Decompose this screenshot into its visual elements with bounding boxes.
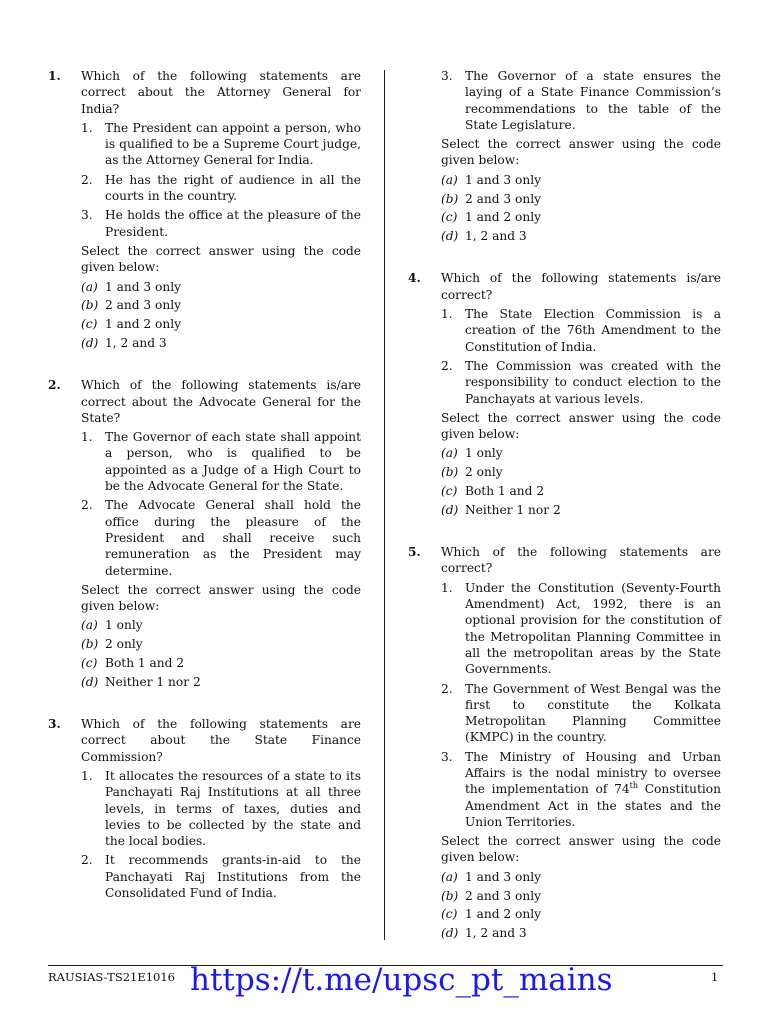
statement-text <box>465 750 721 829</box>
option-text: Neither 1 nor 2 <box>105 674 201 689</box>
statement-text: He has the right of audience in all the courts in the country. <box>105 172 361 204</box>
footer-telegram-link[interactable]: https://t.me/upsc_pt_mains <box>190 962 613 998</box>
statement-text: The Governor of a state ensures the laying of a State Finance Commission’s recommendations to the table of the State Legislature. <box>465 69 721 132</box>
answer-instruction: Select the correct answer using the code given below: <box>441 834 721 865</box>
option-b[interactable] <box>441 191 721 207</box>
option-text: 1, 2 and 3 <box>105 335 167 350</box>
option-c[interactable] <box>441 906 721 922</box>
statement <box>441 306 721 355</box>
statement <box>441 749 721 830</box>
statement <box>81 120 361 169</box>
page-number: 1 <box>711 970 719 984</box>
question-stem: Which of the following statements are correct about the Attorney General for India? <box>81 69 361 116</box>
question-stem: Which of the following statements is/are correct? <box>441 271 721 302</box>
question-stem: Which of the following statements are correct about the State Finance Commission? <box>81 717 361 764</box>
statement-text: Under the Constitution (Seventy-Fourth Amendment) Act, 1992, there is an optional provision for the constitution of the Metropolitan Planning Committee in all the metropolitan areas by the State Governments. <box>465 580 721 677</box>
option-text: 1 only <box>465 446 503 461</box>
option-label: (b) <box>441 888 459 903</box>
option-label: (b) <box>81 298 99 313</box>
option-b[interactable] <box>441 888 721 904</box>
option-label: (b) <box>81 637 99 652</box>
statement-list <box>441 68 721 133</box>
statement-list <box>81 120 361 240</box>
option-text: 2 and 3 only <box>465 888 542 903</box>
option-label: (c) <box>81 656 98 670</box>
statement-number: 3. <box>441 749 453 764</box>
answer-instruction: Select the correct answer using the code given below: <box>441 410 721 442</box>
statement <box>81 429 361 494</box>
question-3-continued <box>408 68 721 244</box>
option-text: 1 and 3 only <box>105 279 182 294</box>
question-5 <box>408 544 721 941</box>
answer-instruction: Select the correct answer using the code given below: <box>81 582 361 614</box>
statement-list <box>81 429 361 579</box>
statement <box>441 681 721 746</box>
option-label: (a) <box>441 172 458 187</box>
statement-text: It recommends grants-in-aid to the Panchayati Raj Institutions from the Consolidated Fund of India. <box>105 853 361 901</box>
statement <box>81 497 361 578</box>
question-2 <box>48 377 361 690</box>
option-text: 2 and 3 only <box>465 191 542 206</box>
option-label: (c) <box>441 484 458 499</box>
statement-number: 1. <box>441 307 453 322</box>
statement-text: The Advocate General shall hold the office during the pleasure of the President and shall receive such remuneration as the President may determine. <box>105 498 361 578</box>
option-text: 1 and 3 only <box>465 869 542 884</box>
option-label: (c) <box>81 317 98 332</box>
statement-number: 1. <box>81 430 93 445</box>
statement-number: 2. <box>81 498 93 513</box>
question-3 <box>48 716 361 901</box>
question-number: 2. <box>48 378 61 393</box>
statement <box>81 172 361 205</box>
statement-number: 1. <box>441 580 453 595</box>
option-label: (d) <box>81 674 99 689</box>
option-d[interactable] <box>441 925 721 941</box>
option-label: (b) <box>441 465 459 480</box>
question-number: 1. <box>48 69 61 83</box>
question-number: 3. <box>48 717 61 732</box>
answer-instruction: Select the correct answer using the code given below: <box>81 243 361 275</box>
option-label: (b) <box>441 191 459 206</box>
statement-text: The President can appoint a person, who is qualified to be a Supreme Court judge, as the Attorney General for India. <box>105 120 361 168</box>
option-c[interactable] <box>81 316 361 332</box>
option-label: (d) <box>441 502 459 517</box>
option-text: 1 and 2 only <box>465 210 542 225</box>
option-text: 1 and 3 only <box>465 172 542 187</box>
statement-list <box>81 768 361 901</box>
statement-number: 3. <box>81 208 93 223</box>
statement-list <box>441 306 721 407</box>
statement <box>81 207 361 240</box>
statement-text: The State Election Commission is a creation of the 76th Amendment to the Constitution of India. <box>465 307 721 354</box>
statement <box>441 68 721 133</box>
option-a[interactable] <box>441 869 721 885</box>
statement-text-part: Constitution Amendment Act in the states and the Union Territories. <box>465 782 721 829</box>
right-column <box>408 68 721 944</box>
option-c[interactable] <box>81 655 361 671</box>
left-column <box>48 68 361 904</box>
option-a[interactable] <box>81 617 361 633</box>
statement-number: 2. <box>441 681 453 696</box>
option-label: (d) <box>441 926 459 941</box>
option-a[interactable] <box>441 172 721 188</box>
option-text: 1 only <box>105 618 143 633</box>
option-c[interactable] <box>441 483 721 499</box>
option-b[interactable] <box>81 636 361 652</box>
statement-list <box>441 580 721 830</box>
option-d[interactable] <box>441 502 721 518</box>
option-text: 1, 2 and 3 <box>465 229 527 244</box>
option-a[interactable] <box>81 279 361 295</box>
statement-number: 2. <box>81 853 93 868</box>
statement <box>81 852 361 901</box>
option-d[interactable] <box>441 228 721 244</box>
statement-text-part: The Ministry of Housing and Urban Affairs is the nodal ministry to oversee the implementation of 74 <box>465 749 721 797</box>
option-label: (c) <box>441 210 458 225</box>
statement-text: The Governor of each state shall appoint a person, who is qualified to be appointed as a Judge of a High Court to be the Advocate General for the State. <box>105 430 361 494</box>
option-text: 1, 2 and 3 <box>465 926 527 941</box>
option-d[interactable] <box>81 335 361 351</box>
question-1 <box>48 68 361 351</box>
question-stem: Which of the following statements is/are correct about the Advocate General for the State? <box>81 378 361 425</box>
column-divider <box>384 70 385 940</box>
statement <box>441 358 721 407</box>
option-text: 2 only <box>105 637 143 652</box>
statement <box>81 768 361 849</box>
option-text: 2 only <box>465 465 503 480</box>
question-4 <box>408 270 721 518</box>
option-label: (a) <box>81 618 98 633</box>
option-label: (a) <box>441 869 458 884</box>
statement <box>441 580 721 678</box>
question-number: 4. <box>408 271 421 286</box>
option-a[interactable] <box>441 445 721 461</box>
option-text: Neither 1 nor 2 <box>465 502 561 517</box>
statement-number: 3. <box>441 69 453 83</box>
statement-text: The Commission was created with the responsibility to conduct election to the Panchayats at various levels. <box>465 358 721 406</box>
option-label: (d) <box>81 335 99 350</box>
option-label: (c) <box>441 907 458 922</box>
question-stem: Which of the following statements are correct? <box>441 545 721 576</box>
option-label: (a) <box>81 279 98 294</box>
option-text: Both 1 and 2 <box>105 656 185 670</box>
option-text: 2 and 3 only <box>105 298 182 313</box>
statement-number: 2. <box>81 172 93 187</box>
statement-number: 2. <box>441 358 453 373</box>
option-text: 1 and 2 only <box>105 317 182 332</box>
option-b[interactable] <box>81 297 361 313</box>
ordinal-suffix: th <box>629 781 638 791</box>
option-text: Both 1 and 2 <box>465 484 545 499</box>
statement-number: 1. <box>81 768 93 783</box>
statement-number: 1. <box>81 120 93 135</box>
option-label: (a) <box>441 446 458 461</box>
option-d[interactable] <box>81 674 361 690</box>
option-c[interactable] <box>441 209 721 225</box>
statement-text: He holds the office at the pleasure of the President. <box>105 208 361 239</box>
statement-text: It allocates the resources of a state to its Panchayati Raj Institutions at all three levels, in terms of taxes, duties and levies to be collected by the state and the local bodies. <box>105 768 361 849</box>
option-label: (d) <box>441 229 459 244</box>
footer-test-code: RAUSIAS-TS21E1016 <box>48 970 175 984</box>
option-text: 1 and 2 only <box>465 907 542 922</box>
answer-instruction: Select the correct answer using the code given below: <box>441 137 721 168</box>
statement-text: The Government of West Bengal was the first to constitute the Kolkata Metropolitan Planning Committee (KMPC) in the country. <box>465 681 721 745</box>
option-b[interactable] <box>441 464 721 480</box>
question-number: 5. <box>408 545 421 560</box>
